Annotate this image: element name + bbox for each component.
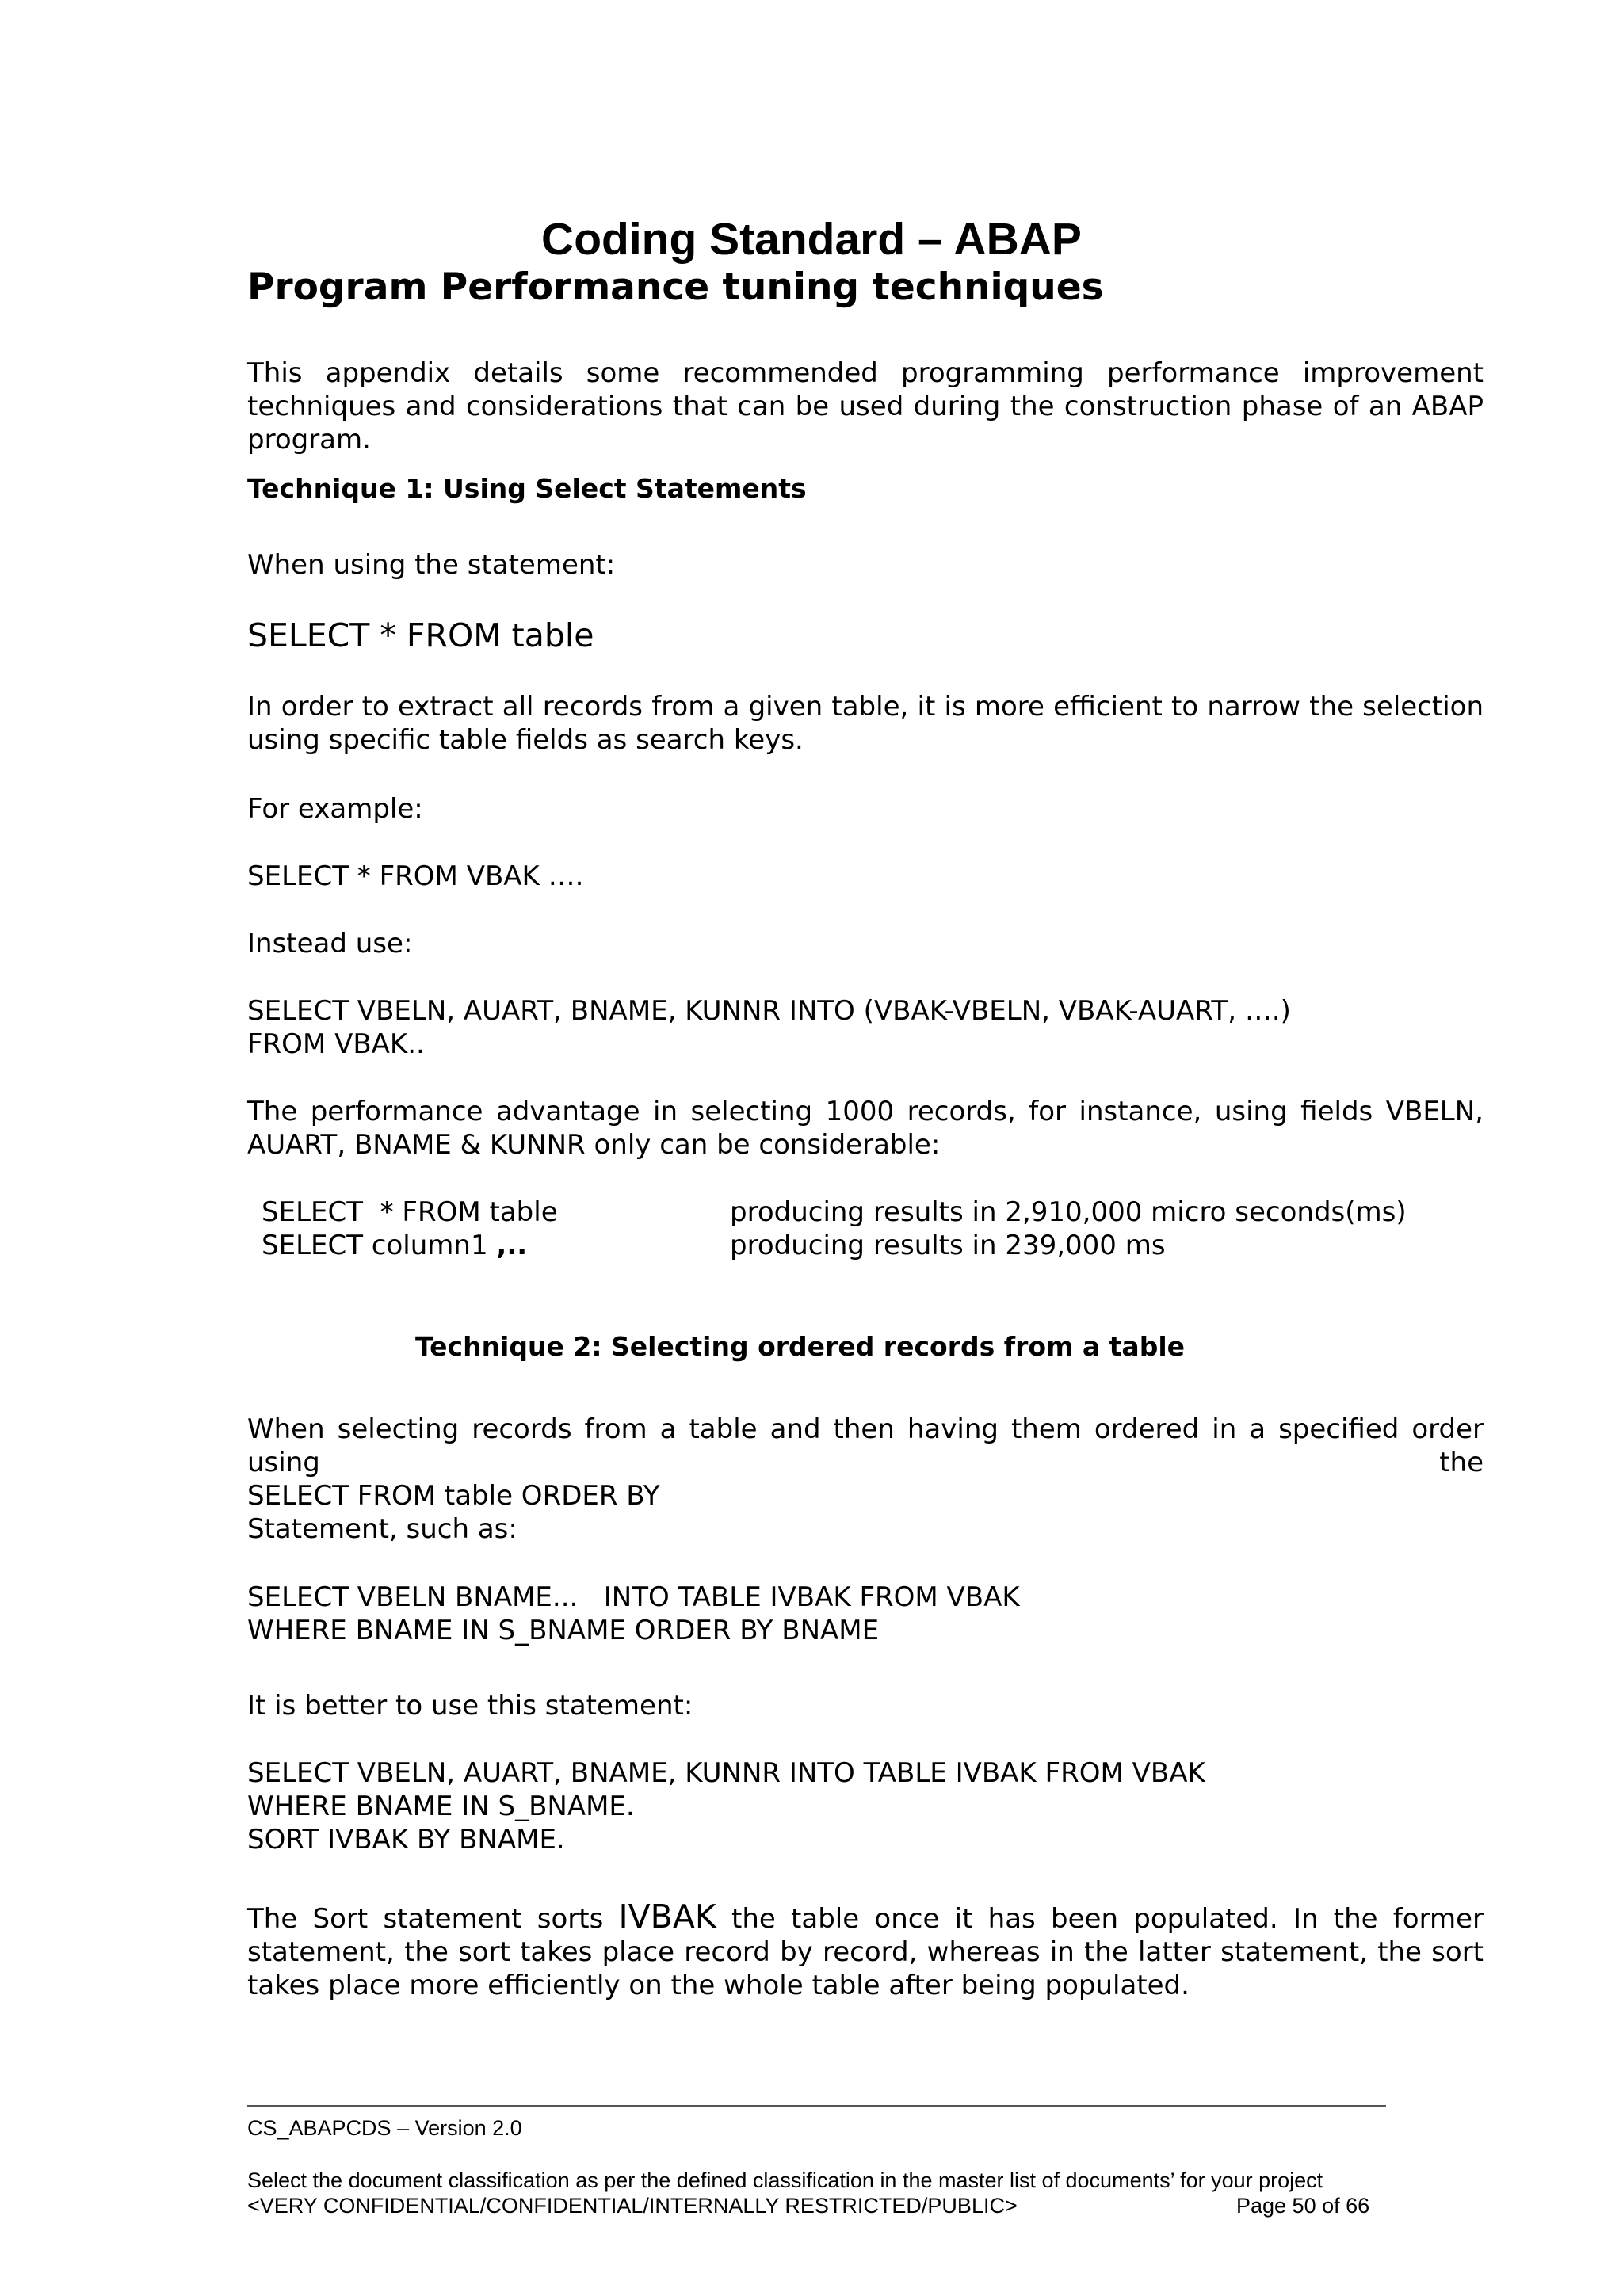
instead-use-text: Instead use: <box>247 928 413 959</box>
comparison-statement-1: SELECT * FROM table <box>262 1196 558 1228</box>
footer-divider <box>247 2105 1386 2107</box>
order-by-code-line-1: SELECT VBELN BNAME... INTO TABLE IVBAK FROM VBAK <box>247 1581 1020 1613</box>
section-subtitle: Program Performance tuning techniques <box>247 265 1104 309</box>
closing-text-pre: The Sort statement sorts <box>247 1903 619 1935</box>
for-example-text: For example: <box>247 793 423 825</box>
example-code: SELECT * FROM VBAK …. <box>247 860 584 892</box>
comparison-result-1: producing results in 2,910,000 micro seconds(ms) <box>730 1196 1407 1228</box>
select-statement-example: SELECT * FROM table <box>247 616 594 654</box>
sort-code-line-3: SORT IVBAK BY BNAME. <box>247 1824 565 1855</box>
comparison-statement-2-text: SELECT column1 <box>262 1230 497 1261</box>
better-code-line-1: SELECT VBELN, AUART, BNAME, KUNNR INTO (VBAK-VBELN, VBAK-AUART, ….) <box>247 995 1291 1027</box>
intro-paragraph: This appendix details some recommended programming performance improvement techniques and considerations that can be used during the construction phase of an ABAP program. <box>247 357 1484 456</box>
page-title: Coding Standard – ABAP <box>541 214 1082 265</box>
footer-classification-note: Select the document classification as per the defined classification in the master list of documents’ for your project <box>247 2168 1323 2192</box>
sort-code-line-2: WHERE BNAME IN S_BNAME. <box>247 1791 635 1822</box>
comparison-statement-2 <box>262 1229 527 1262</box>
footer-classification-options: <VERY CONFIDENTIAL/CONFIDENTIAL/INTERNALLY RESTRICTED/PUBLIC> <box>247 2194 1018 2218</box>
better-code-line-2: FROM VBAK.. <box>247 1028 425 1060</box>
footer-page-number: Page 50 of 66 <box>1236 2194 1370 2218</box>
closing-text-post: the table once it has been populated. In the former statement, the sort takes place record by record, whereas in the latter statement, the sort takes place more efficiently on the whole table after being populated. <box>247 1903 1484 2001</box>
technique-2-intro-line-2: SELECT FROM table ORDER BY <box>247 1480 660 1512</box>
when-using-text: When using the statement: <box>247 549 616 581</box>
comparison-result-2: producing results in 239,000 ms <box>730 1230 1166 1261</box>
closing-paragraph <box>247 1897 1484 2002</box>
comparison-statement-2-suffix: ,.. <box>496 1230 528 1261</box>
sort-code-line-1: SELECT VBELN, AUART, BNAME, KUNNR INTO TABLE IVBAK FROM VBAK <box>247 1757 1205 1789</box>
explanation-paragraph: In order to extract all records from a given table, it is more efficient to narrow the selection using specific table fields as search keys. <box>247 691 1484 756</box>
closing-code-ivbak: IVBAK <box>618 1897 716 1936</box>
technique-2-heading: Technique 2: Selecting ordered records from a table <box>415 1331 1186 1362</box>
technique-2-intro-line-3: Statement, such as: <box>247 1513 517 1545</box>
performance-paragraph: The performance advantage in selecting 1000 records, for instance, using fields VBELN, AUART, BNAME & KUNNR only can be considerable: <box>247 1096 1484 1161</box>
technique-1-heading: Technique 1: Using Select Statements <box>247 473 807 504</box>
order-by-code-line-2: WHERE BNAME IN S_BNAME ORDER BY BNAME <box>247 1615 880 1646</box>
technique-2-intro-line-1: When selecting records from a table and then having them ordered in a specified order using the <box>247 1413 1484 1478</box>
better-statement-text: It is better to use this statement: <box>247 1690 693 1722</box>
footer-doc-id: CS_ABAPCDS – Version 2.0 <box>247 2116 522 2140</box>
